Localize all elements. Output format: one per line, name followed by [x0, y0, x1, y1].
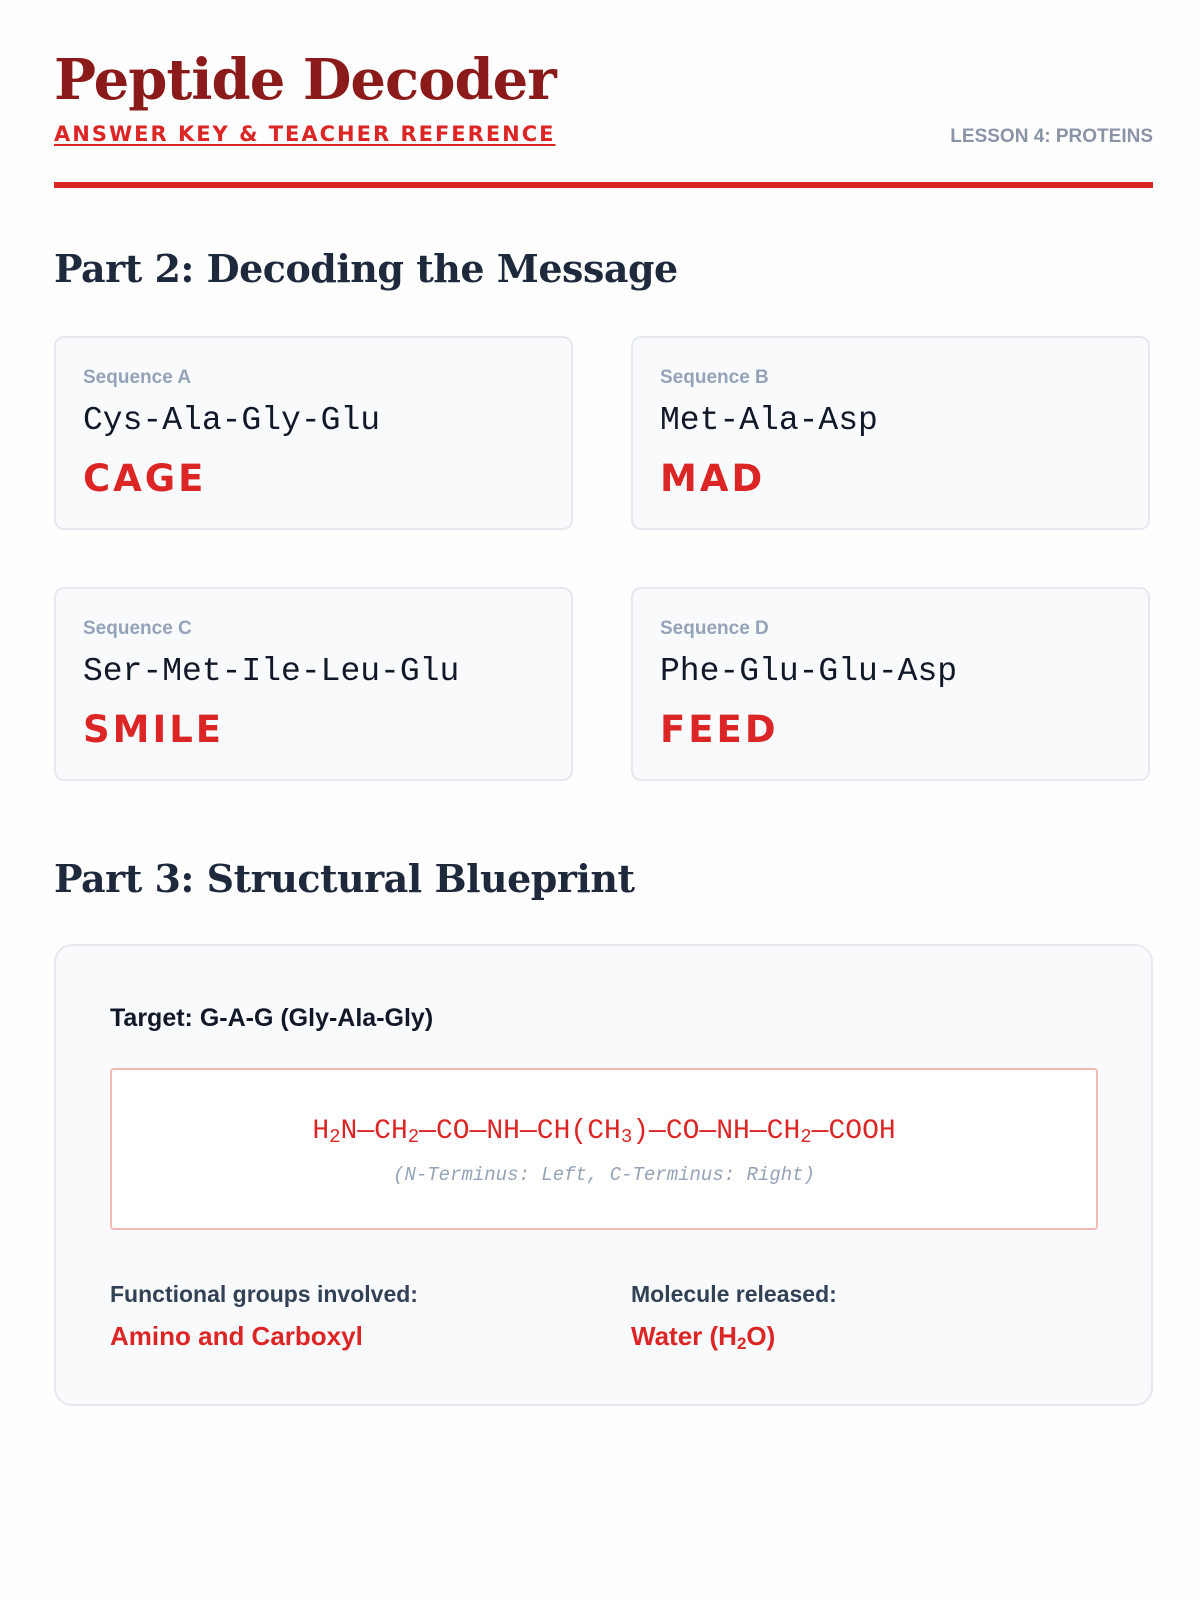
sequence-label: Sequence D: [660, 618, 769, 639]
molecule-part: O): [746, 1321, 776, 1351]
page-title: Peptide Decoder: [54, 47, 556, 113]
formula-subscript: 3: [620, 1126, 633, 1148]
page-subtitle: ANSWER KEY & TEACHER REFERENCE: [54, 122, 556, 146]
formula-part: —CO—NH—CH(CH: [419, 1116, 621, 1147]
sequence-card-b: [631, 336, 1150, 530]
header-divider: [54, 182, 1153, 188]
sequence-label: Sequence C: [83, 618, 192, 639]
sequence-answer: SMILE: [83, 708, 225, 751]
formula-subscript: 2: [329, 1126, 341, 1148]
sequence-answer: CAGE: [83, 457, 207, 500]
sequence-answer: MAD: [660, 457, 766, 500]
formula-subscript: 2: [407, 1126, 420, 1148]
formula-part: )—CO—NH—CH: [632, 1116, 801, 1147]
sequence-answer: FEED: [660, 708, 779, 751]
structural-blueprint-panel: [54, 944, 1153, 1406]
sequence-code: Met-Ala-Asp: [660, 402, 878, 439]
formula-part: H: [312, 1116, 330, 1147]
molecule-released-value: [631, 1321, 776, 1353]
page-header: [54, 0, 1153, 188]
sequence-label: Sequence B: [660, 367, 769, 388]
terminus-note: (N-Terminus: Left, C-Terminus: Right): [393, 1164, 815, 1186]
formula-subscript: 2: [800, 1126, 812, 1148]
sequence-code: Ser-Met-Ile-Leu-Glu: [83, 653, 460, 690]
formula-part: N—CH: [340, 1116, 408, 1147]
sequence-card-a: [54, 336, 573, 530]
sequence-card-c: [54, 587, 573, 781]
functional-groups-label: Functional groups involved:: [110, 1281, 418, 1307]
worksheet-page: [54, 0, 1153, 1353]
sequence-label: Sequence A: [83, 367, 192, 388]
sequence-code: Phe-Glu-Glu-Asp: [660, 653, 958, 690]
molecule-part: Water (H: [631, 1321, 737, 1351]
lesson-label: LESSON 4: PROTEINS: [950, 126, 1153, 147]
molecule-subscript: 2: [736, 1334, 747, 1353]
sequence-card-d: [631, 587, 1150, 781]
functional-groups-value: Amino and Carboxyl: [110, 1321, 363, 1351]
part2-heading: Part 2: Decoding the Message: [54, 246, 678, 291]
structural-formula: [112, 1118, 1096, 1146]
formula-box: [110, 1068, 1098, 1230]
sequence-code: Cys-Ala-Gly-Glu: [83, 402, 381, 439]
molecule-released-label: Molecule released:: [631, 1281, 837, 1307]
target-peptide: Target: G-A-G (Gly-Ala-Gly): [110, 1004, 434, 1032]
part3-heading: Part 3: Structural Blueprint: [54, 856, 635, 901]
formula-part: —COOH: [811, 1116, 896, 1147]
